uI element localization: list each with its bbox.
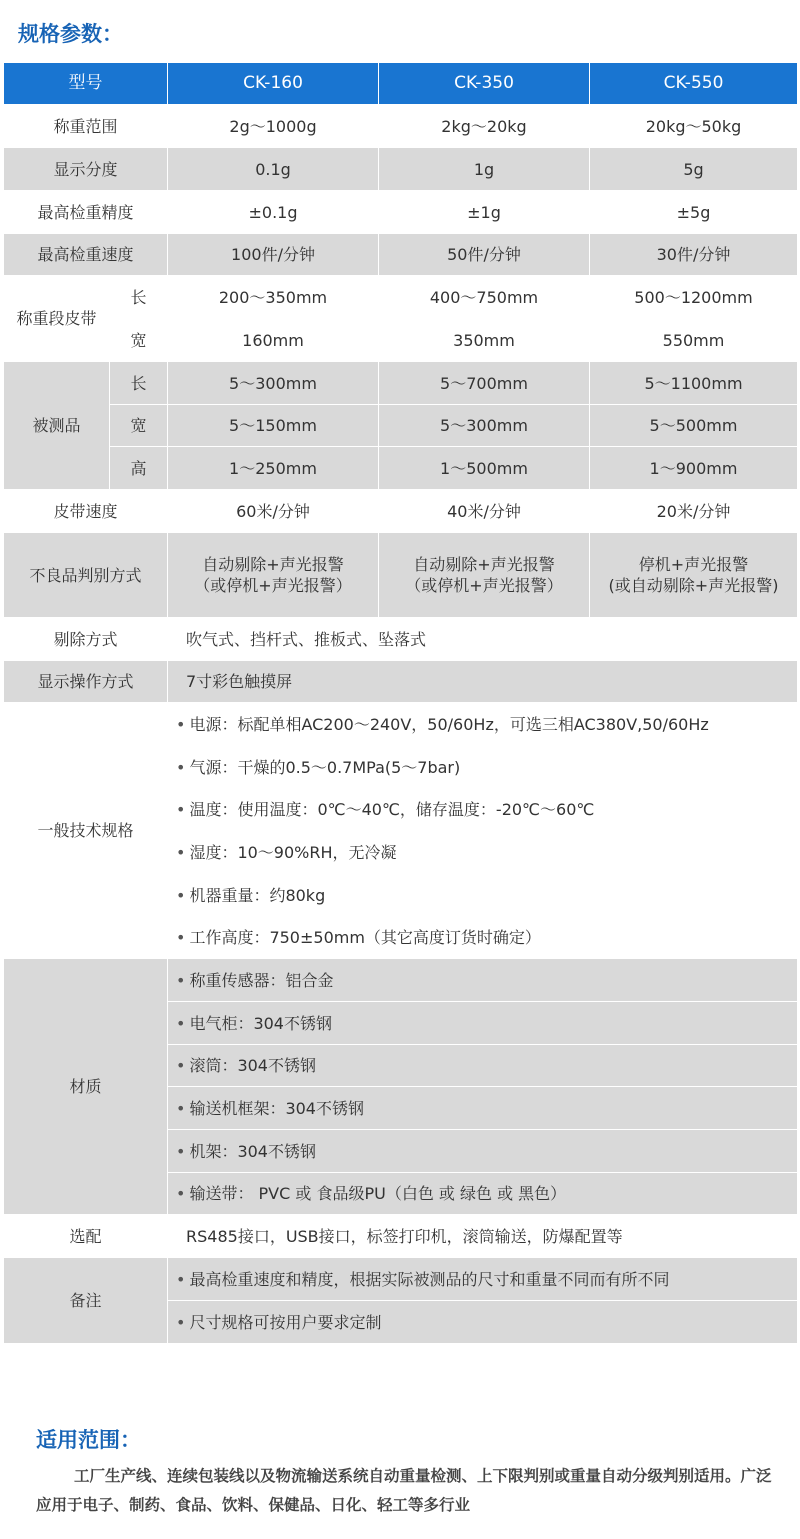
cell: 2kg～20kg <box>379 105 590 148</box>
bullet: • <box>176 1013 186 1033</box>
cell: 20kg～50kg <box>590 105 798 148</box>
sub-label: 长 <box>110 362 168 405</box>
cell: 5g <box>590 148 798 191</box>
item-text: 滚筒：304不锈钢 <box>189 1056 316 1075</box>
row-label: 称重范围 <box>4 105 168 148</box>
table-row <box>4 276 798 319</box>
table-row <box>4 703 798 746</box>
sub-label: 宽 <box>110 405 168 447</box>
model-ck550: CK-550 <box>590 63 798 105</box>
cell: 60米/分钟 <box>168 490 379 533</box>
row-label: 皮带速度 <box>4 490 168 533</box>
item-text: 电源：标配单相AC200～240V，50/60Hz，可选三相AC380V,50/60Hz <box>189 714 709 734</box>
cell: 5～150mm <box>168 405 379 447</box>
item-text: 尺寸规格可按用户要求定制 <box>189 1312 382 1332</box>
cell-line: 自动剔除+声光报警 <box>202 555 344 574</box>
bullet: • <box>176 757 186 777</box>
table-row <box>4 105 798 148</box>
item-text: 称重传感器：铝合金 <box>189 970 334 990</box>
list-item <box>168 831 798 874</box>
cell: 吹气式、挡杆式、推板式、坠落式 <box>168 618 798 661</box>
sub-label: 长 <box>110 276 168 319</box>
bullet: • <box>176 1056 186 1075</box>
list-item <box>168 1130 798 1173</box>
list-item <box>168 746 798 789</box>
cell <box>590 533 798 618</box>
item-text: 温度：使用温度：0℃～40℃，储存温度：-20℃～60℃ <box>189 800 595 819</box>
bullet: • <box>176 842 186 862</box>
cell: 1g <box>379 148 590 191</box>
table-row <box>4 490 798 533</box>
cell: 0.1g <box>168 148 379 191</box>
bullet: • <box>176 970 186 990</box>
table-row <box>4 405 798 447</box>
cell: 20米/分钟 <box>590 490 798 533</box>
cell: 1～900mm <box>590 447 798 490</box>
cell: 1～500mm <box>379 447 590 490</box>
scope-body: 工厂生产线、连续包装线以及物流输送系统自动重量检测、上下限判别或重量自动分级判别适用。广泛应用于电子、制药、食品、饮料、保健品、日化、轻工等多行业 <box>36 1467 772 1514</box>
row-label: 最高检重精度 <box>4 191 168 234</box>
table-row <box>4 618 798 661</box>
list-item <box>168 959 798 1002</box>
spec-heading: 规格参数： <box>18 22 123 46</box>
cell: 1～250mm <box>168 447 379 490</box>
row-label: 不良品判别方式 <box>4 533 168 618</box>
header-row <box>4 63 798 105</box>
cell: 40米/分钟 <box>379 490 590 533</box>
cell: 5～700mm <box>379 362 590 405</box>
cell: 100件/分钟 <box>168 234 379 276</box>
cell: 50件/分钟 <box>379 234 590 276</box>
row-label: 材质 <box>4 959 168 1215</box>
cell-line: （或停机+声光报警） <box>405 576 563 595</box>
row-label: 剔除方式 <box>4 618 168 661</box>
model-label: 型号 <box>4 63 168 105</box>
list-item <box>168 874 798 917</box>
cell-line: 自动剔除+声光报警 <box>413 555 555 574</box>
cell: 550mm <box>590 319 798 362</box>
list-item <box>168 1301 798 1344</box>
row-label: 被测品 <box>4 362 110 490</box>
bullet: • <box>176 1184 186 1203</box>
sub-label: 高 <box>110 447 168 490</box>
row-label: 显示分度 <box>4 148 168 191</box>
row-label: 备注 <box>4 1258 168 1344</box>
table-row <box>4 234 798 276</box>
cell: 2g～1000g <box>168 105 379 148</box>
cell: 30件/分钟 <box>590 234 798 276</box>
list-item <box>168 789 798 831</box>
bullet: • <box>176 1098 186 1118</box>
bullet: • <box>176 928 186 947</box>
list-item <box>168 1045 798 1087</box>
table-row <box>4 191 798 234</box>
item-text: 输送带： PVC 或 食品级PU（白色 或 绿色 或 黑色） <box>189 1184 567 1203</box>
model-ck350: CK-350 <box>379 63 590 105</box>
item-text: 机器重量：约80kg <box>189 885 326 905</box>
item-text: 最高检重速度和精度，根据实际被测品的尺寸和重量不同而有所不同 <box>189 1269 670 1289</box>
scope-heading: 适用范围： <box>36 1428 141 1452</box>
cell: 400～750mm <box>379 276 590 319</box>
cell: 5～500mm <box>590 405 798 447</box>
table-row <box>4 447 798 490</box>
list-item <box>168 1173 798 1215</box>
row-label: 一般技术规格 <box>4 703 168 959</box>
item-text: 湿度：10～90%RH，无冷凝 <box>189 842 397 862</box>
list-item <box>168 917 798 959</box>
bullet: • <box>176 1141 186 1161</box>
row-label: 最高检重速度 <box>4 234 168 276</box>
cell: 350mm <box>379 319 590 362</box>
cell: ±1g <box>379 191 590 234</box>
row-label: 显示操作方式 <box>4 661 168 703</box>
scope-text <box>36 1462 776 1520</box>
list-item <box>168 1087 798 1130</box>
cell <box>379 533 590 618</box>
item-text: 气源：干燥的0.5～0.7MPa(5～7bar) <box>189 757 461 777</box>
cell: 7寸彩色触摸屏 <box>168 661 798 703</box>
table-row <box>4 661 798 703</box>
item-text: 电气柜：304不锈钢 <box>189 1013 332 1033</box>
cell: 500～1200mm <box>590 276 798 319</box>
table-row <box>4 362 798 405</box>
cell: 5～300mm <box>168 362 379 405</box>
table-row <box>4 959 798 1002</box>
cell: ±0.1g <box>168 191 379 234</box>
table-row <box>4 1258 798 1301</box>
cell: RS485接口，USB接口，标签打印机，滚筒输送，防爆配置等 <box>168 1215 798 1258</box>
list-item <box>168 703 798 746</box>
cell-line: 停机+声光报警 <box>638 555 749 574</box>
row-label: 选配 <box>4 1215 168 1258</box>
bullet: • <box>176 800 186 819</box>
bullet: • <box>176 714 186 734</box>
bullet: • <box>176 1312 186 1332</box>
cell: 5～300mm <box>379 405 590 447</box>
cell-line: （或停机+声光报警） <box>194 576 352 595</box>
row-label: 称重段皮带 <box>4 276 110 362</box>
table-row <box>4 148 798 191</box>
cell: 200～350mm <box>168 276 379 319</box>
item-text: 工作高度：750±50mm（其它高度订货时确定） <box>189 928 541 947</box>
bullet: • <box>176 885 186 905</box>
cell: 5～1100mm <box>590 362 798 405</box>
table-row <box>4 319 798 362</box>
cell: 160mm <box>168 319 379 362</box>
cell-line: (或自动剔除+声光报警) <box>608 576 779 595</box>
list-item <box>168 1258 798 1301</box>
table-row <box>4 533 798 618</box>
item-text: 机架：304不锈钢 <box>189 1141 316 1161</box>
sub-label: 宽 <box>110 319 168 362</box>
cell <box>168 533 379 618</box>
model-ck160: CK-160 <box>168 63 379 105</box>
spec-table <box>3 62 798 1344</box>
cell: ±5g <box>590 191 798 234</box>
item-text: 输送机框架：304不锈钢 <box>189 1098 364 1118</box>
list-item <box>168 1002 798 1045</box>
bullet: • <box>176 1269 186 1289</box>
table-row <box>4 1215 798 1258</box>
